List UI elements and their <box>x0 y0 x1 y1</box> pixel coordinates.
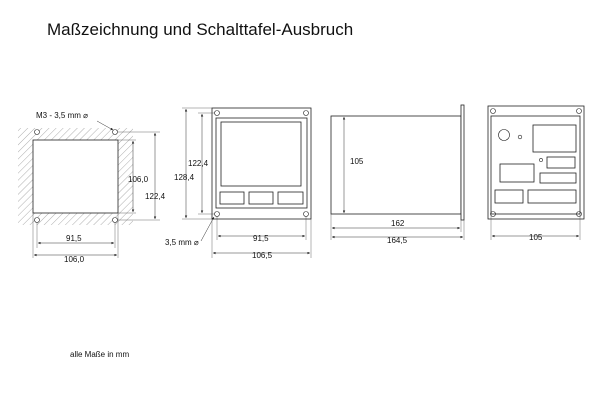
side-view <box>331 105 464 245</box>
mounting-hole-br <box>113 218 118 223</box>
rear-hole-tr <box>577 109 582 114</box>
mounting-hole-tr <box>113 130 118 135</box>
dim-cutout-hole-spacing: 122,4 <box>145 192 166 201</box>
drawing-title: Maßzeichnung und Schalttafel-Ausbruch <box>47 20 354 39</box>
dim-side-depth: 162 <box>391 219 405 228</box>
dim-cutout-total-width: 106,0 <box>64 255 85 264</box>
side-front-flange <box>461 105 464 220</box>
rear-hole-tl <box>491 109 496 114</box>
panel-cutout-view <box>18 111 166 264</box>
rear-connector-round <box>499 130 510 141</box>
dim-side-depth-total: 164,5 <box>387 236 408 245</box>
front-hole-tl <box>215 111 220 116</box>
dim-front-width-inner: 91,5 <box>253 234 269 243</box>
mounting-hole-tl <box>35 130 40 135</box>
cutout-outline <box>33 140 118 213</box>
front-hole-tr <box>304 111 309 116</box>
front-frame <box>212 108 311 219</box>
label-front-hole: 3,5 mm ⌀ <box>165 238 199 247</box>
dim-front-height-inner: 122,4 <box>188 159 209 168</box>
label-cutout-screw: M3 - 3,5 mm ⌀ <box>36 111 88 120</box>
rear-view <box>488 106 584 242</box>
rear-led <box>539 158 542 161</box>
units-note: alle Maße in mm <box>70 350 130 359</box>
rear-small-dot <box>518 135 522 139</box>
front-hole-br <box>304 212 309 217</box>
front-hole-bl <box>215 212 220 217</box>
dim-cutout-width: 91,5 <box>66 234 82 243</box>
rear-frame <box>488 106 584 219</box>
front-view <box>165 108 311 260</box>
dim-rear-width: 105 <box>529 233 543 242</box>
dim-front-width-outer: 106,5 <box>252 251 273 260</box>
mounting-hole-bl <box>35 218 40 223</box>
dim-side-height: 105 <box>350 157 364 166</box>
panel-hatch <box>18 128 133 225</box>
dim-cutout-height: 106,0 <box>128 175 149 184</box>
dim-front-height-outer: 128,4 <box>174 173 195 182</box>
